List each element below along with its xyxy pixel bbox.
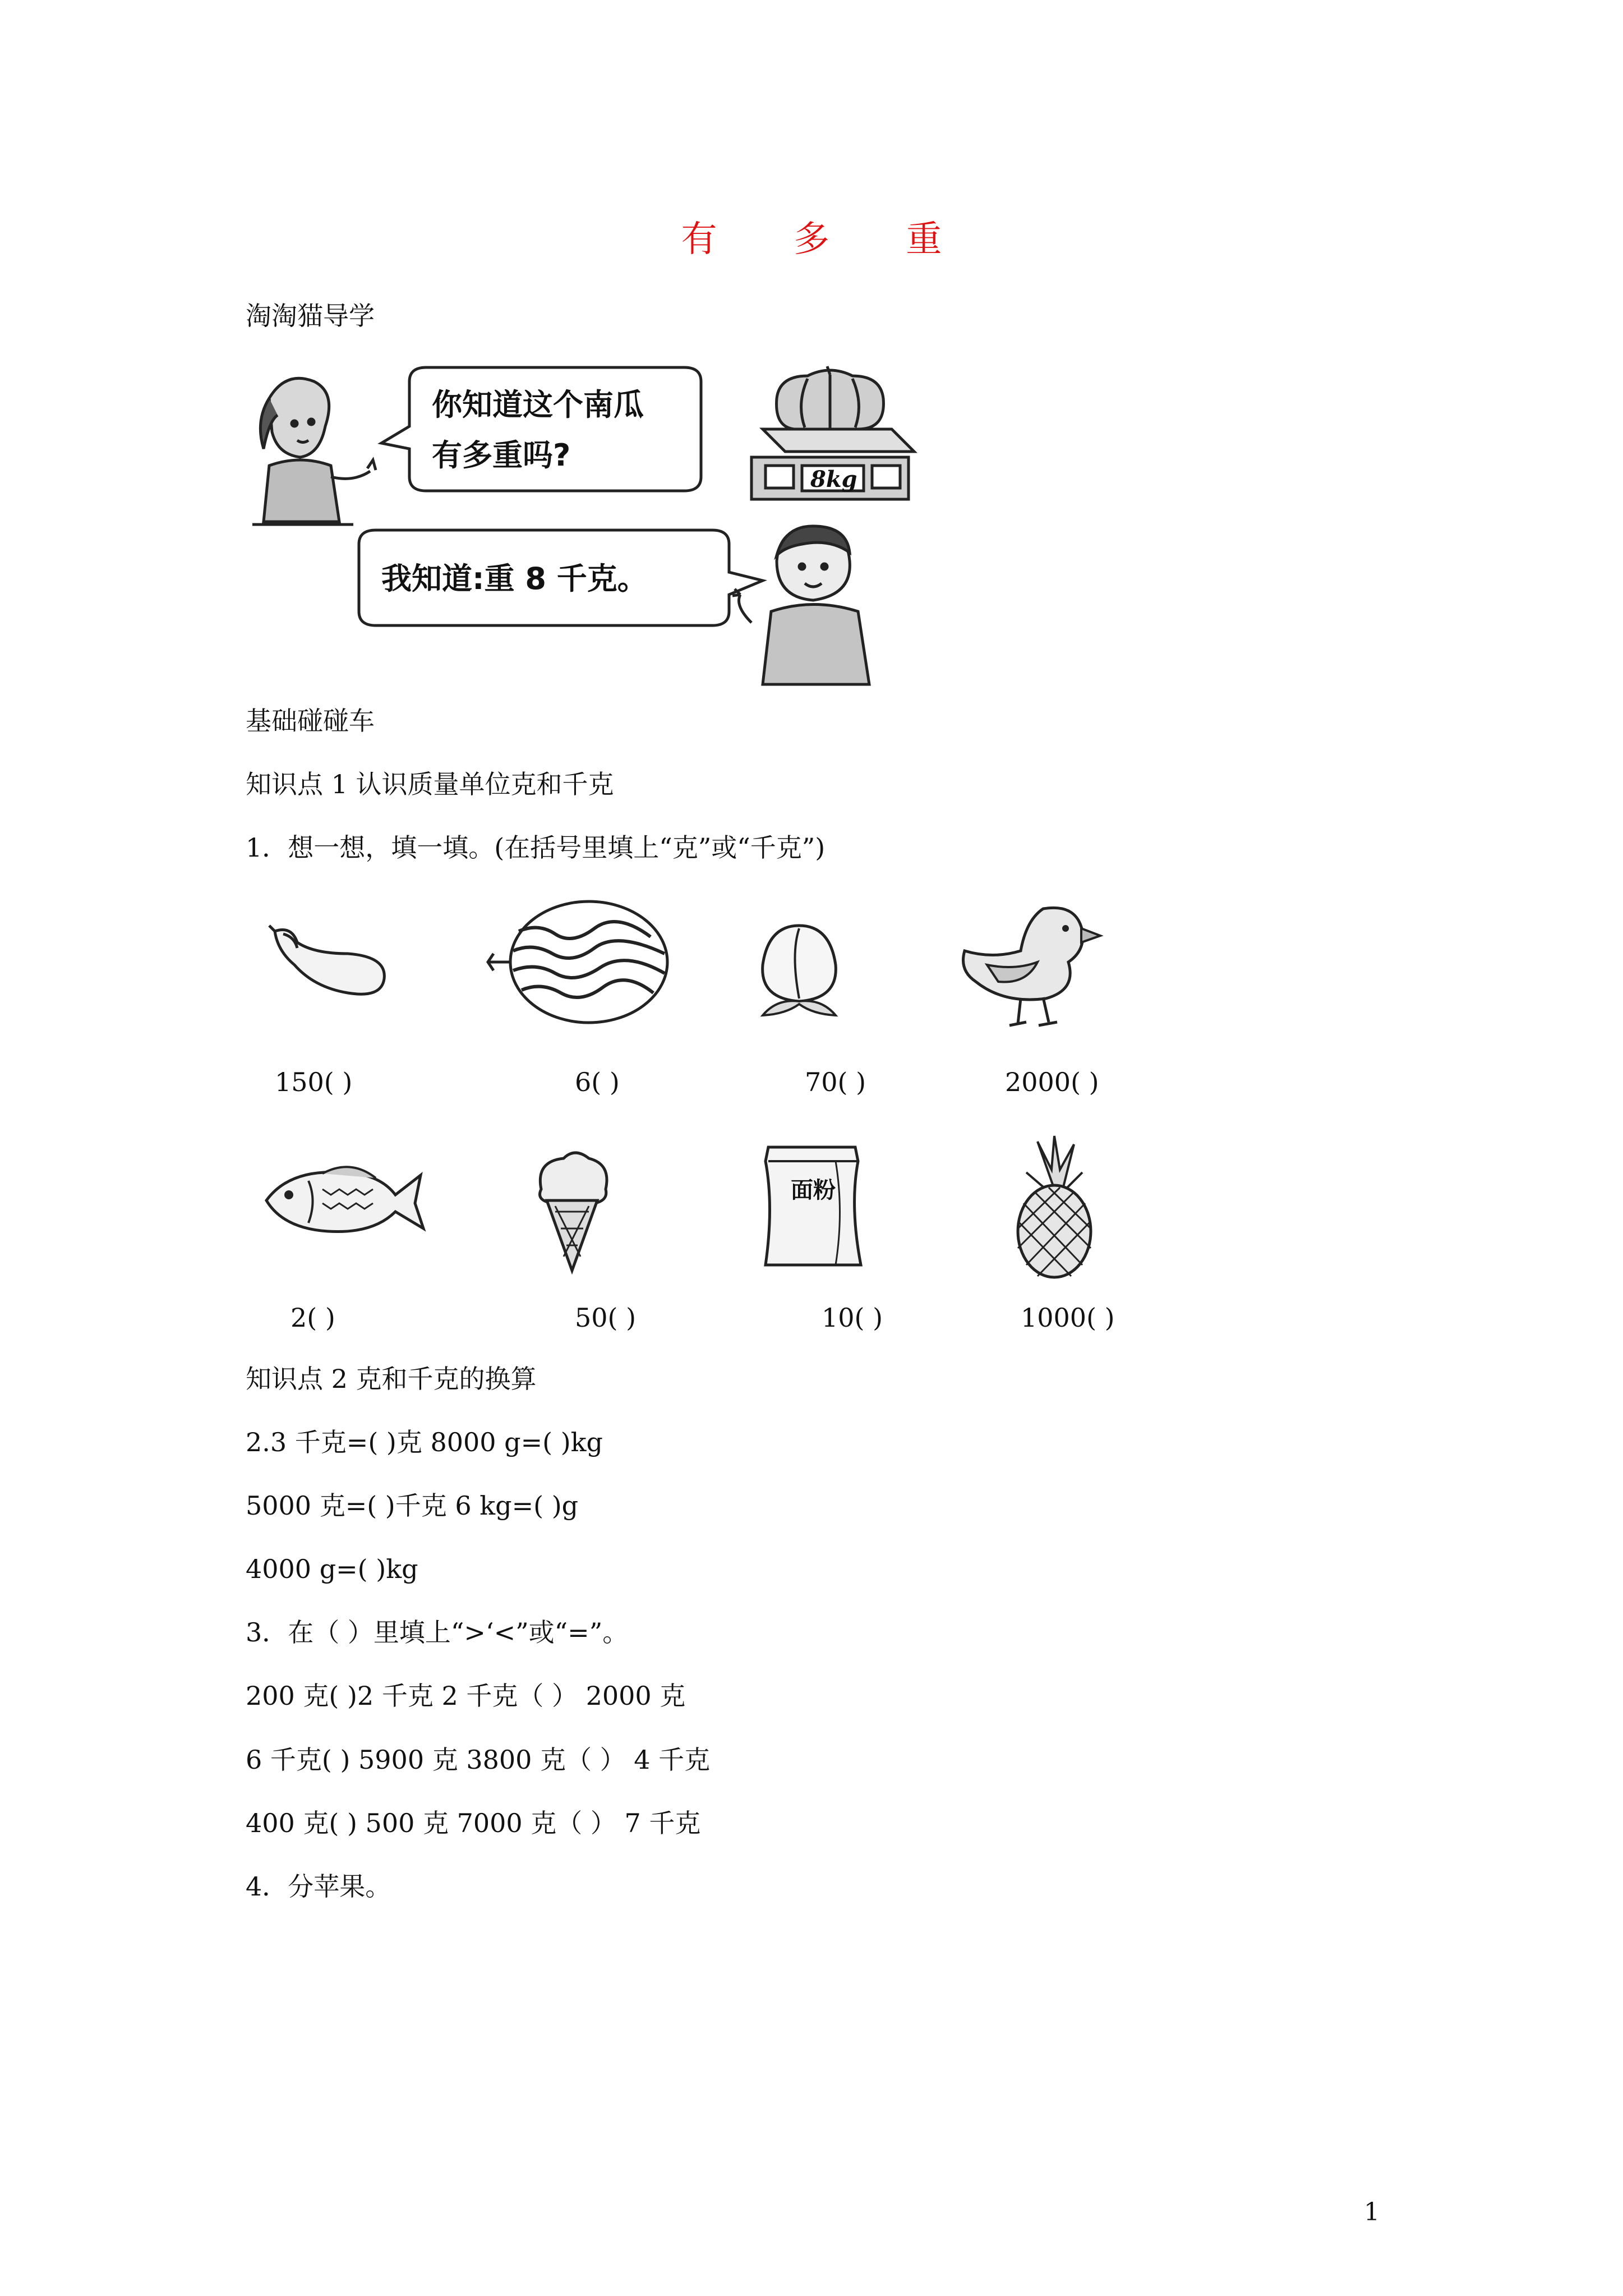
bubble2-text: 我知道:重 8 千克。	[381, 561, 648, 596]
page-title: 有 多 重	[681, 219, 975, 260]
pineapple-icon	[1004, 1136, 1105, 1282]
peach-icon	[751, 914, 847, 1018]
knowledge-point-2: 知识点 2 克和千克的换算	[246, 1364, 537, 1394]
intro-illustration	[247, 359, 976, 696]
chick-icon	[953, 898, 1110, 1032]
scale-label: 8kg	[810, 466, 857, 493]
q1-label-peach: 70( )	[805, 1067, 866, 1097]
knowledge-point-1: 知识点 1 认识质量单位克和千克	[246, 769, 614, 799]
page-number: 1	[1364, 2198, 1380, 2226]
q2-line-1: 2.3 千克=( )克 8000 g=( )kg	[246, 1427, 603, 1457]
speech-bubble-boy	[359, 530, 763, 625]
section-guide: 淘淘猫导学	[246, 301, 375, 331]
flour-bag-icon	[751, 1139, 875, 1273]
q2-line-3: 4000 g=( )kg	[246, 1554, 418, 1584]
bubble1-line2: 有多重吗?	[432, 438, 571, 473]
girl-icon	[252, 378, 376, 524]
q1-label-flour: 10( )	[822, 1303, 883, 1333]
watermelon-icon	[482, 898, 673, 1027]
boy-icon	[732, 526, 869, 684]
q1-label-ice-cream: 50( )	[575, 1303, 637, 1333]
q3-line-1: 200 克( )2 千克 2 千克（ ） 2000 克	[246, 1681, 686, 1711]
bubble1-line1: 你知道这个南瓜	[432, 387, 644, 422]
question-1-prompt: 1．想一想，填一填。(在括号里填上“克”或“千克”)	[246, 832, 826, 863]
q3-line-2: 6 千克( ) 5900 克 3800 克（ ） 4 千克	[246, 1745, 711, 1775]
section-basic: 基础碰碰车	[246, 706, 375, 736]
q1-label-watermelon: 6( )	[575, 1067, 620, 1097]
eggplant-icon	[264, 923, 393, 1001]
ice-cream-icon	[530, 1144, 614, 1273]
q1-label-fish: 2( )	[291, 1303, 335, 1333]
flour-bag-text: 面粉	[791, 1177, 836, 1203]
fish-icon	[255, 1156, 429, 1240]
q3-prompt: 3．在（ ）里填上“>‘<”或“=”。	[246, 1617, 629, 1648]
speech-bubble-girl	[381, 367, 701, 491]
q3-line-3: 400 克( ) 500 克 7000 克（ ） 7 千克	[246, 1808, 701, 1838]
q1-label-eggplant: 150( )	[275, 1067, 353, 1097]
q1-label-chick: 2000( )	[1005, 1067, 1099, 1097]
q1-label-pineapple: 1000( )	[1021, 1303, 1115, 1333]
q4-prompt: 4．分苹果。	[246, 1871, 391, 1902]
q2-line-2: 5000 克=( )千克 6 kg=( )g	[246, 1490, 579, 1521]
